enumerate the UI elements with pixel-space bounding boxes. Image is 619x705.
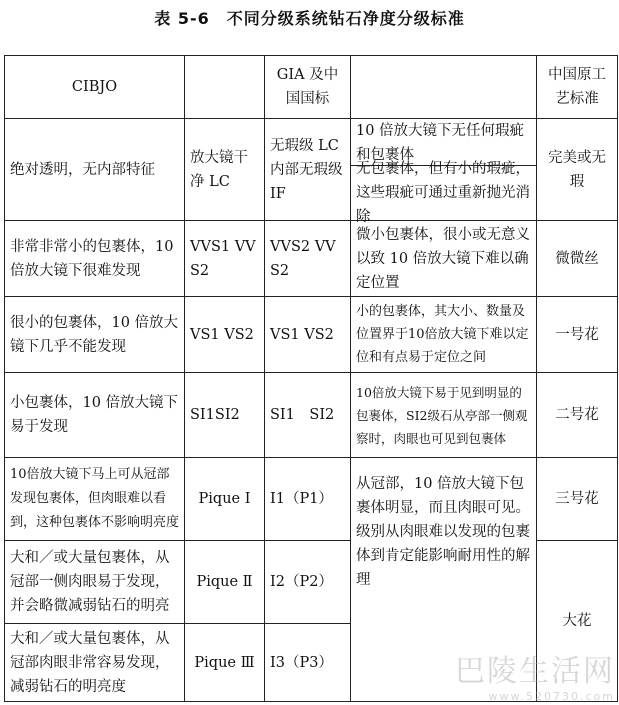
table-row	[5, 297, 618, 373]
cibjo-grade: VS1 VS2	[185, 297, 265, 373]
table-row	[5, 373, 618, 458]
gia-grade: I1（P1）	[265, 458, 351, 541]
table-row	[5, 221, 618, 297]
china-grade: 一号花	[537, 297, 618, 373]
header-empty-1	[185, 56, 265, 119]
china-grade: 大花	[537, 541, 618, 702]
header-empty-2	[351, 56, 537, 119]
gia-grade: SI1 SI2	[265, 373, 351, 458]
cibjo-desc: 10倍放大镜下马上可从冠部发现包裹体，但肉眼难以看到，这种包裹体不影响明亮度	[5, 458, 185, 541]
header-row	[5, 56, 618, 119]
gia-grade: 无瑕级 LC 内部无瑕级 IF	[265, 119, 351, 221]
table-row	[5, 119, 618, 221]
china-grade: 二号花	[537, 373, 618, 458]
cibjo-desc: 小包裹体，10 倍放大镜下易于发现	[5, 373, 185, 458]
cibjo-grade: 放大镜干净 LC	[185, 119, 265, 221]
description-split	[351, 119, 537, 225]
cibjo-desc: 大和／或大量包裹体，从冠部一侧肉眼易于发现，并会略微减弱钻石的明亮	[5, 541, 185, 624]
gia-grade: I3（P3）	[265, 624, 351, 702]
description: 微小包裹体，很小或无意义以致 10 倍放大镜下难以确定位置	[351, 221, 537, 297]
header-china: 中国原工艺标准	[537, 56, 618, 119]
china-grade: 微微丝	[537, 221, 618, 297]
description: 小的包裹体，其大小、数量及位置界于10倍放大镜下难以定位和有点易于定位之间	[351, 297, 537, 373]
gia-grade: VS1 VS2	[265, 297, 351, 373]
description-a: 10 倍放大镜下无任何瑕疵和包裹体	[351, 120, 536, 166]
cibjo-grade: SI1SI2	[185, 373, 265, 458]
cibjo-desc: 非常非常小的包裹体，10 倍放大镜下很难发现	[5, 221, 185, 297]
cibjo-desc: 大和／或大量包裹体，从冠部肉眼非常容易发现，减弱钻石的明亮度	[5, 624, 185, 702]
header-gia: GIA 及中国国标	[265, 56, 351, 119]
cibjo-grade: Pique Ⅱ	[185, 541, 265, 624]
table-title: 表 5-6 不同分级系统钻石净度分级标准	[154, 9, 465, 28]
description: 10倍放大镜下易于见到明显的包裹体，SI2级石从亭部一侧观察时，肉眼也可见到包裹体	[351, 373, 537, 458]
cibjo-desc: 很小的包裹体，10 倍放大镜下几乎不能发现	[5, 297, 185, 373]
gia-grade: VVS2 VVS2	[265, 221, 351, 297]
gia-grade: I2（P2）	[265, 541, 351, 624]
cibjo-grade: Pique Ⅰ	[185, 458, 265, 541]
header-cibjo: CIBJO	[5, 56, 185, 119]
china-grade: 完美或无瑕	[537, 119, 618, 221]
description-b: 无包裹体，但有小的瑕疵，这些瑕疵可通过重新抛光消除	[356, 160, 530, 225]
china-grade: 三号花	[537, 458, 618, 541]
watermark-url: www.520730.com	[488, 690, 615, 703]
cibjo-grade: Pique Ⅲ	[185, 624, 265, 702]
cibjo-grade: VVS1 VVS2	[185, 221, 265, 297]
watermark-name: 巴陵生活网	[455, 654, 615, 689]
cibjo-desc: 绝对透明，无内部特征	[5, 119, 185, 221]
clarity-grading-table	[4, 55, 618, 702]
description: 从冠部，10 倍放大镜下包裹体明显，而且肉眼可见。级别从肉眼难以发现的包裹体到肯定能影响耐用性的解理	[351, 458, 537, 702]
table-row	[5, 458, 618, 541]
